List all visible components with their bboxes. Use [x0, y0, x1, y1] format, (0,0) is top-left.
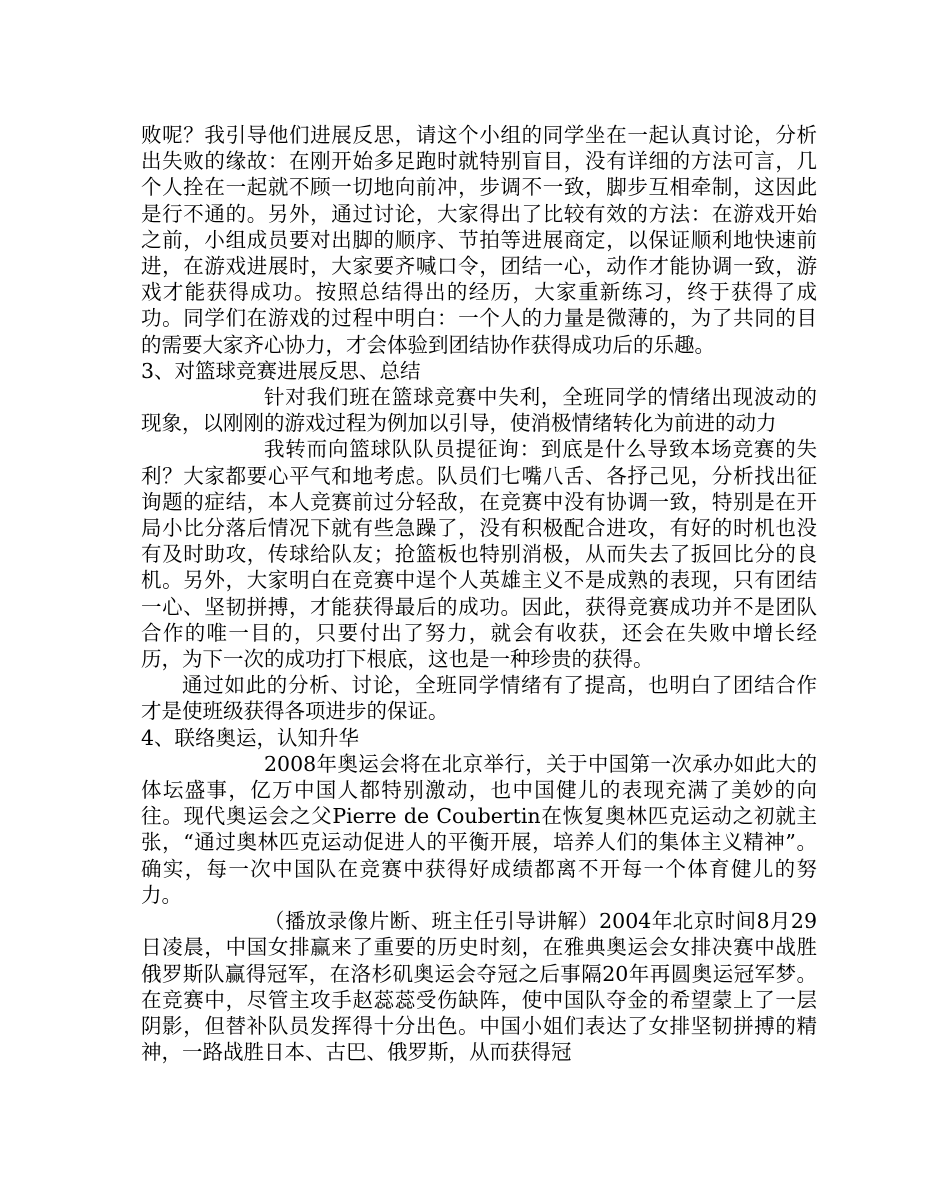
paragraph-olympics-beijing: 2008年奥运会将在北京举行，关于中国第一次承办如此大的体坛盛事，亿万中国人都特别激动，也中国健儿的表现充满了美妙的向往。现代奥运会之父Pierre de Coubertin在恢复奥林匹克运动之初就主张，“通过奥林匹克运动促进人的平衡开展，培养人们的集体主义精神”。确实，每一次中国队在竞赛中获得好成绩都离不开每一个体育健儿的努力。	[141, 751, 817, 907]
paragraph-class-improvement: 通过如此的分析、讨论，全班同学情绪有了提高，也明白了团结合作才是使班级获得各项进步的保证。	[141, 673, 817, 724]
paragraph-reflection-analysis: 败呢？我引导他们进展反思，请这个小组的同学坐在一起认真讨论，分析出失败的缘故：在刚开始多足跑时就特别盲目，没有详细的方法可言，几个人拴在一起就不顾一切地向前冲，步调不一致，脚步互相牵制，这因此是行不通的。另外，通过讨论，大家得出了比较有效的方法：在游戏开始之前，小组成员要对出脚的顺序、节拍等进展商定，以保证顺利地快速前进，在游戏进展时，大家要齐喊口令，团结一心，动作才能协调一致，游戏才能获得成功。按照总结得出的经历，大家重新练习，终于获得了成功。同学们在游戏的过程中明白：一个人的力量是微薄的，为了共同的目的需要大家齐心协力，才会体验到团结协作获得成功后的乐趣。	[141, 123, 817, 357]
section-heading-3: 3、对篮球竞赛进展反思、总结	[141, 358, 421, 383]
section-heading-4: 4、联络奥运，认知升华	[141, 725, 360, 750]
paragraph-basketball-loss: 针对我们班在篮球竞赛中失利，全班同学的情绪出现波动的现象，以刚刚的游戏过程为例加以引导，使消极情绪转化为前进的动力	[141, 385, 817, 436]
paragraph-womens-volleyball: （播放录像片断、班主任引导讲解）2004年北京时间8月29日凌晨，中国女排赢来了重要的历史时刻，在雅典奥运会女排决赛中战胜俄罗斯队赢得冠军，在洛杉矶奥运会夺冠之后事隔20年再圆奥运冠军梦。在竞赛中，尽管主攻手赵蕊蕊受伤缺阵，使中国队夺金的希望蒙上了一层阴影，但替补队员发挥得十分出色。中国小姐们表达了女排坚韧拼搏的精神，一路战胜日本、古巴、俄罗斯，从而获得冠	[141, 909, 817, 1065]
paragraph-team-questions: 我转而向篮球队队员提征询：到底是什么导致本场竞赛的失利？大家都要心平气和地考虑。队员们七嘴八舌、各抒己见，分析找出征询题的症结，本人竞赛前过分轻敌，在竞赛中没有协调一致，特别是在开局小比分落后情况下就有些急躁了，没有积极配合进攻，有好的时机也没有及时助攻，传球给队友；抢篮板也特别消极，从而失去了扳回比分的良机。另外，大家明白在竞赛中逞个人英雄主义不是成熟的表现，只有团结一心、坚韧拼搏，才能获得最后的成功。因此，获得竞赛成功并不是团队合作的唯一目的，只要付出了努力，就会有收获，还会在失败中增长经历，为下一次的成功打下根底，这也是一种珍贵的获得。	[141, 437, 817, 672]
document-body	[141, 122, 817, 1065]
